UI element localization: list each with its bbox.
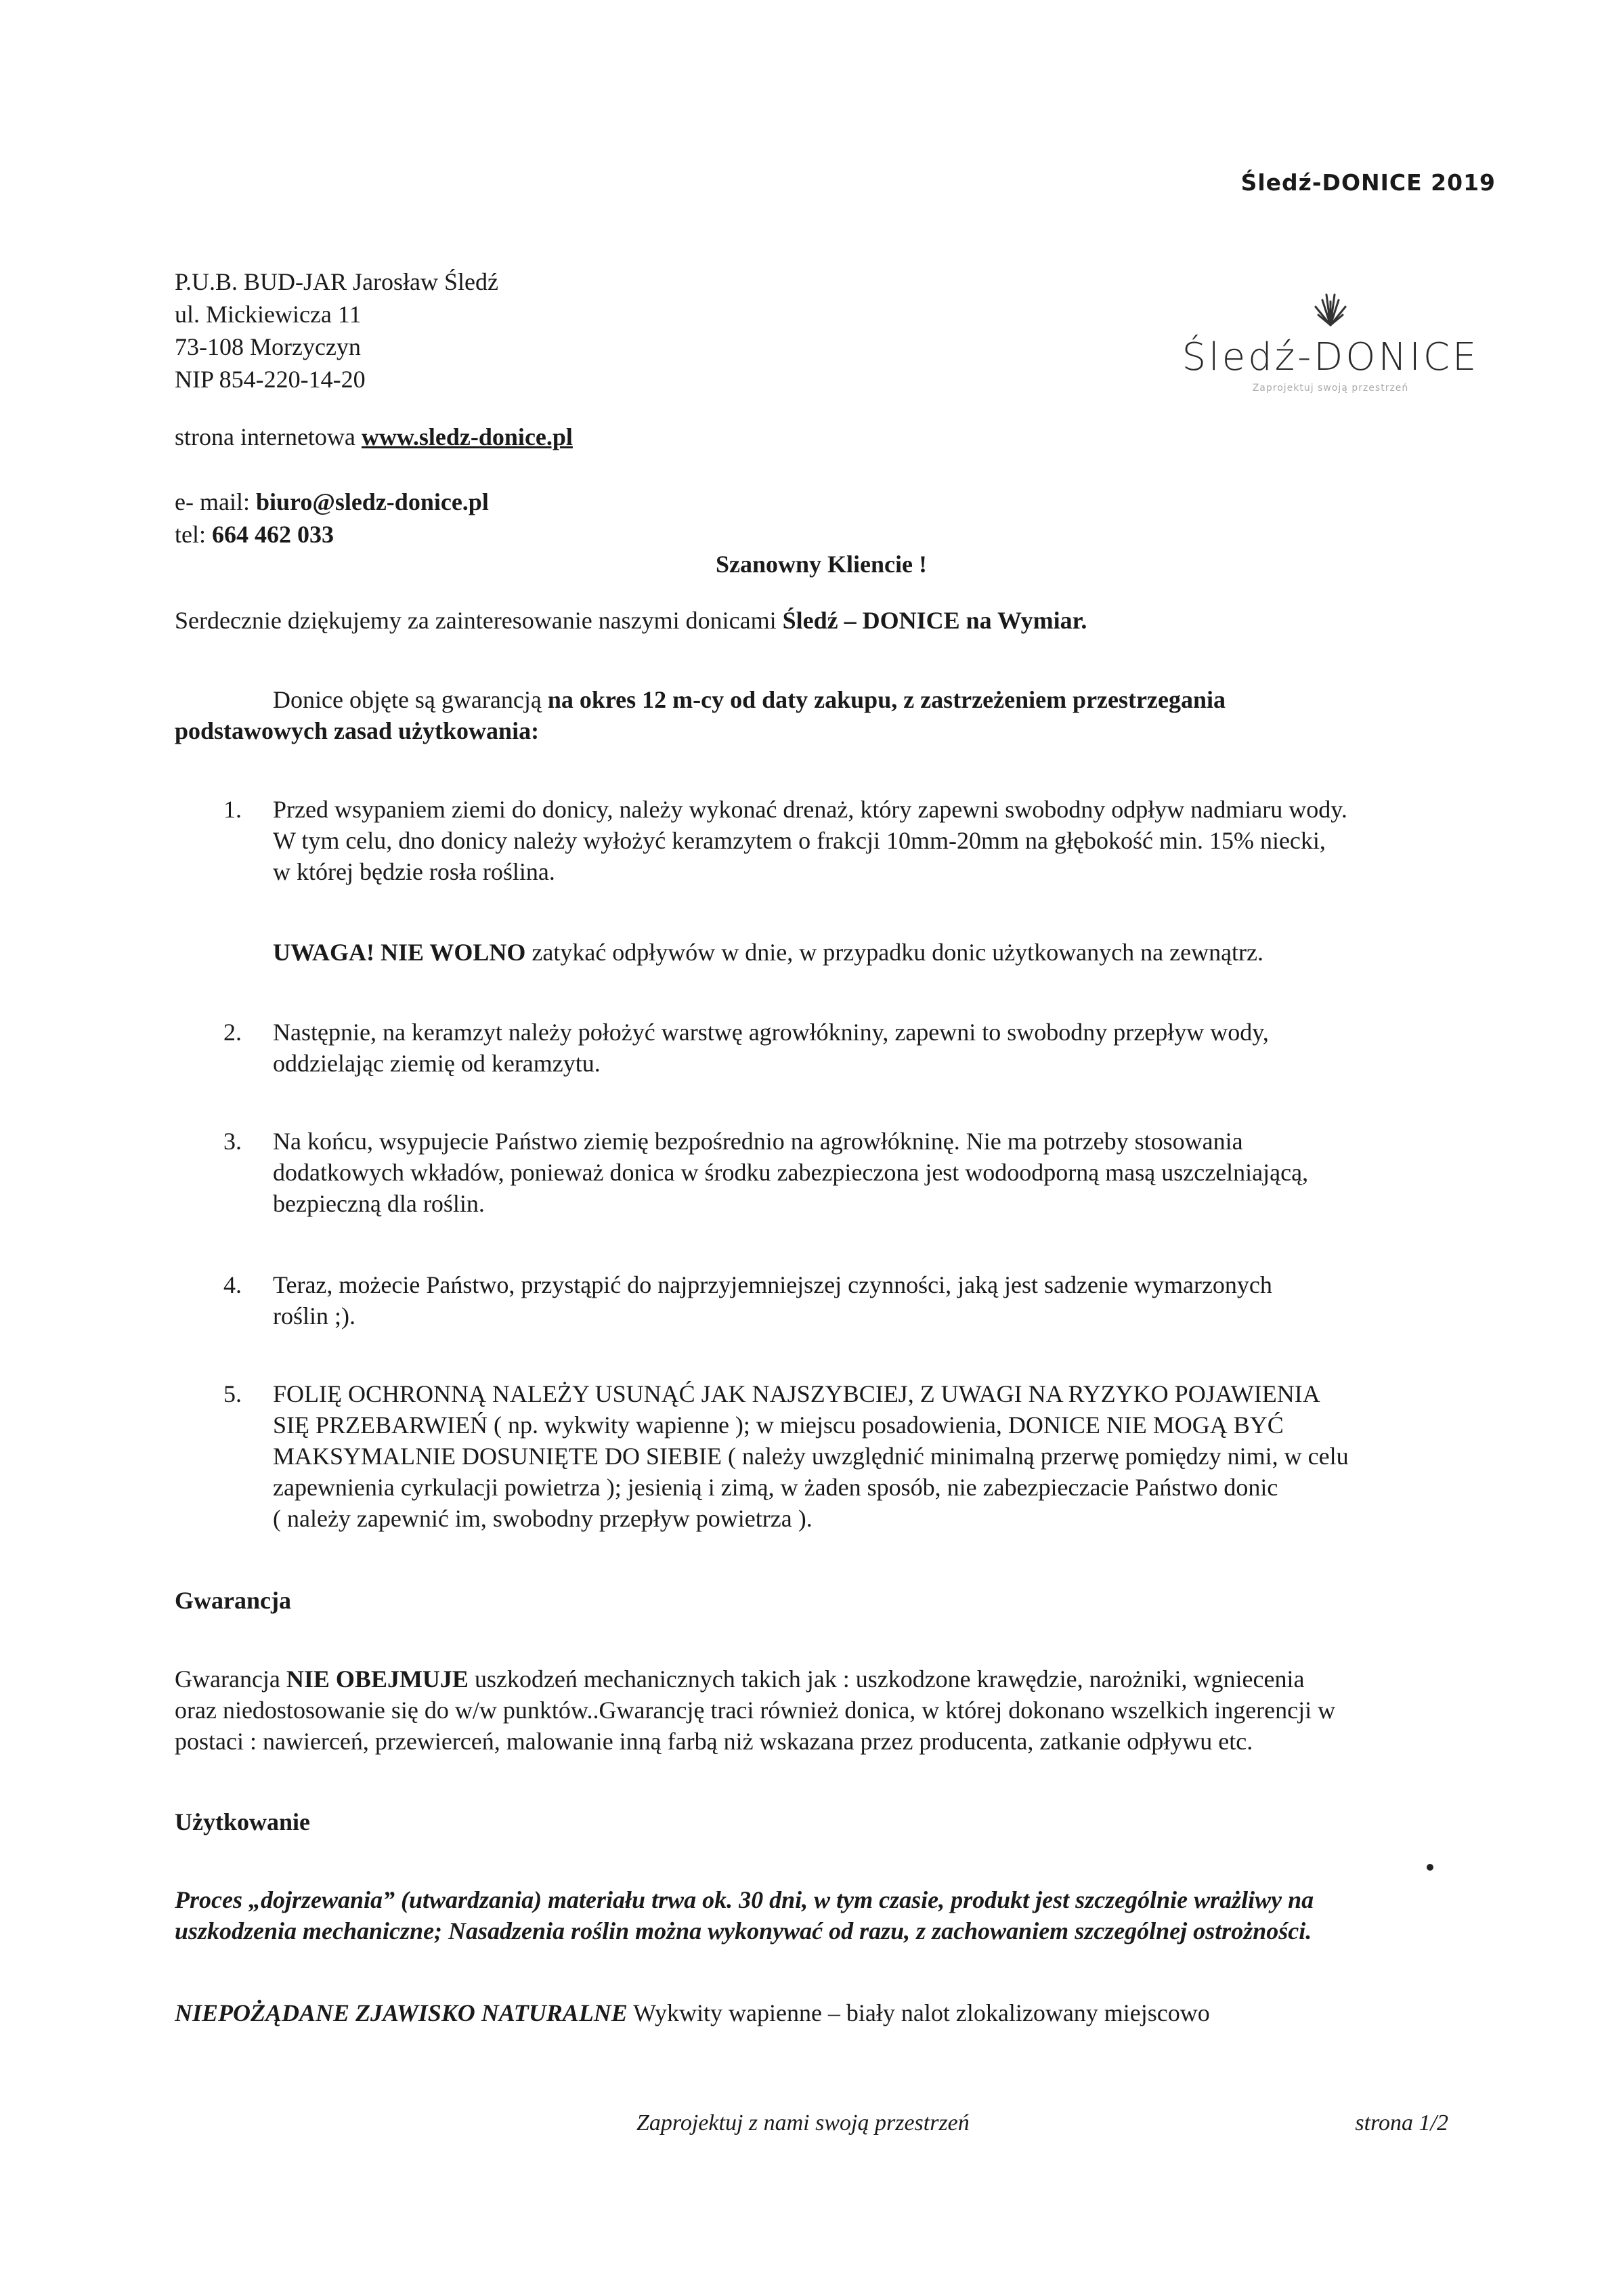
greeting: Szanowny Kliencie ! bbox=[716, 551, 927, 578]
natural-phenomenon-text: Wykwity wapienne – biały nalot zlokalizowany miejscowo bbox=[627, 1999, 1210, 2026]
dot-mark bbox=[1427, 1864, 1433, 1871]
page-number: strona 1/2 bbox=[1355, 2110, 1448, 2135]
item-number: 5. bbox=[223, 1380, 242, 1407]
list-item-5: FOLIĘ OCHRONNĄ NALEŻY USUNĄĆ JAK NAJSZYBCIEJ, Z UWAGI NA RYZYKO POJAWIENIA SIĘ PRZEBARWIEŃ ( np. wykwity wapienne ); w miejscu posadowienia, DONICE NIE MOGĄ BYĆ MAKSYMALNIE DOSUNIĘTE DO SIEBIE ( należy uwzględnić minimalną przerwę pomiędzy nimi, w celu zapewnienia cyrkulacji powietrza ); jesienią i zimą, w żaden sposób, nie zabezpieczacie Państwo donic ( należy zapewnić im, swobodny przepływ powietrza ). bbox=[273, 1380, 1349, 1532]
warranty-intro-bold2: podstawowych zasad użytkowania: bbox=[175, 717, 540, 744]
tel-value: 664 462 033 bbox=[211, 521, 334, 548]
company-name: P.U.B. BUD-JAR Jarosław Śledź bbox=[175, 268, 499, 295]
list-item-3: Na końcu, wsypujecie Państwo ziemię bezpośrednio na agrowłókninę. Nie ma potrzeby stosowania dodatkowych wkładów, ponieważ donica w środku zabezpieczona jest wodoodporną masą uszczelniającą, bezpieczną dla roślin. bbox=[273, 1128, 1309, 1217]
company-logo bbox=[1182, 288, 1479, 394]
logo-name: Śledź-DONICE bbox=[1182, 335, 1479, 379]
natural-phenomenon-line bbox=[175, 1997, 1210, 2028]
thanks-line bbox=[175, 605, 1087, 636]
website-line bbox=[175, 421, 573, 452]
nip: NIP 854-220-14-20 bbox=[175, 366, 366, 393]
warning-bold: UWAGA! NIE WOLNO bbox=[273, 939, 526, 966]
warning-text: zatykać odpływów w dnie, w przypadku donic użytkowanych na zewnątrz. bbox=[525, 939, 1264, 966]
item-number: 3. bbox=[223, 1128, 242, 1155]
website-label: strona internetowa bbox=[175, 423, 362, 450]
list-item-1: Przed wsypaniem ziemi do donicy, należy wykonać drenaż, który zapewni swobodny odpływ nadmiaru wody. W tym celu, dno donicy należy wyłożyć keramzytem o frakcji 10mm-20mm na głębokość min. 15% niecki, w której będzie rosła roślina. bbox=[273, 796, 1347, 885]
list-item-2: Następnie, na keramzyt należy położyć warstwę agrowłókniny, zapewni to swobodny przepływ wody, oddzielając ziemię od keramzytu. bbox=[273, 1019, 1269, 1077]
tel-label: tel: bbox=[175, 521, 212, 548]
plant-logo-icon bbox=[1310, 288, 1351, 328]
natural-phenomenon-bold: NIEPOŻĄDANE ZJAWISKO NATURALNE bbox=[175, 1999, 628, 2026]
city: 73-108 Morzyczyn bbox=[175, 333, 361, 360]
list-item-4: Teraz, możecie Państwo, przystąpić do najprzyjemniejszej czynności, jaką jest sadzenie wymarzonych roślin ;). bbox=[273, 1271, 1272, 1330]
warning-line bbox=[273, 937, 1263, 968]
gwarancja-body: Gwarancja NIE OBEJMUJE uszkodzeń mechanicznych takich jak : uszkodzone krawędzie, narożniki, wgniecenia oraz niedostosowanie się do w/w punktów..Gwarancję traci również donica, w której dokonano wszelkich ingerencji w postaci : nawierceń, przewierceń, malowanie inną farbą niż wskazana przez producenta, zatkanie odpływu etc. bbox=[175, 1665, 1336, 1755]
item-number: 4. bbox=[223, 1271, 242, 1298]
item-number: 1. bbox=[223, 796, 242, 823]
email-link[interactable]: biuro@sledz-donice.pl bbox=[255, 488, 489, 515]
logo-tagline: Zaprojektuj swoją przestrzeń bbox=[1252, 383, 1409, 394]
thanks-bold: Śledź – DONICE na Wymiar. bbox=[782, 607, 1087, 634]
street: ul. Mickiewicza 11 bbox=[175, 301, 362, 328]
company-address bbox=[175, 265, 498, 396]
footer-slogan: Zaprojektuj z nami swoją przestrzeń bbox=[636, 2110, 970, 2135]
email-line bbox=[175, 486, 489, 517]
email-label: e- mail: bbox=[175, 488, 256, 515]
gwarancja-heading: Gwarancja bbox=[175, 1587, 291, 1614]
item-number: 2. bbox=[223, 1019, 242, 1046]
document-id: Śledź-DONICE 2019 bbox=[1240, 169, 1496, 196]
uzytkowanie-heading: Użytkowanie bbox=[175, 1808, 310, 1835]
warranty-intro bbox=[175, 684, 1496, 746]
thanks-text: Serdecznie dziękujemy za zainteresowanie naszymi donicami bbox=[175, 607, 783, 634]
website-link[interactable]: www.sledz-donice.pl bbox=[361, 423, 573, 450]
tel-line bbox=[175, 519, 334, 550]
warranty-intro-text: Donice objęte są gwarancją bbox=[273, 686, 548, 713]
warranty-intro-bold1: na okres 12 m-cy od daty zakupu, z zastrzeżeniem przestrzegania bbox=[547, 686, 1226, 713]
uzytkowanie-body: Proces „dojrzewania” (utwardzania) materiału trwa ok. 30 dni, w tym czasie, produkt jest szczególnie wrażliwy na uszkodzenia mechaniczne; Nasadzenia roślin można wykonywać od razu, z zachowaniem szczególnej ostrożności. bbox=[175, 1886, 1314, 1944]
